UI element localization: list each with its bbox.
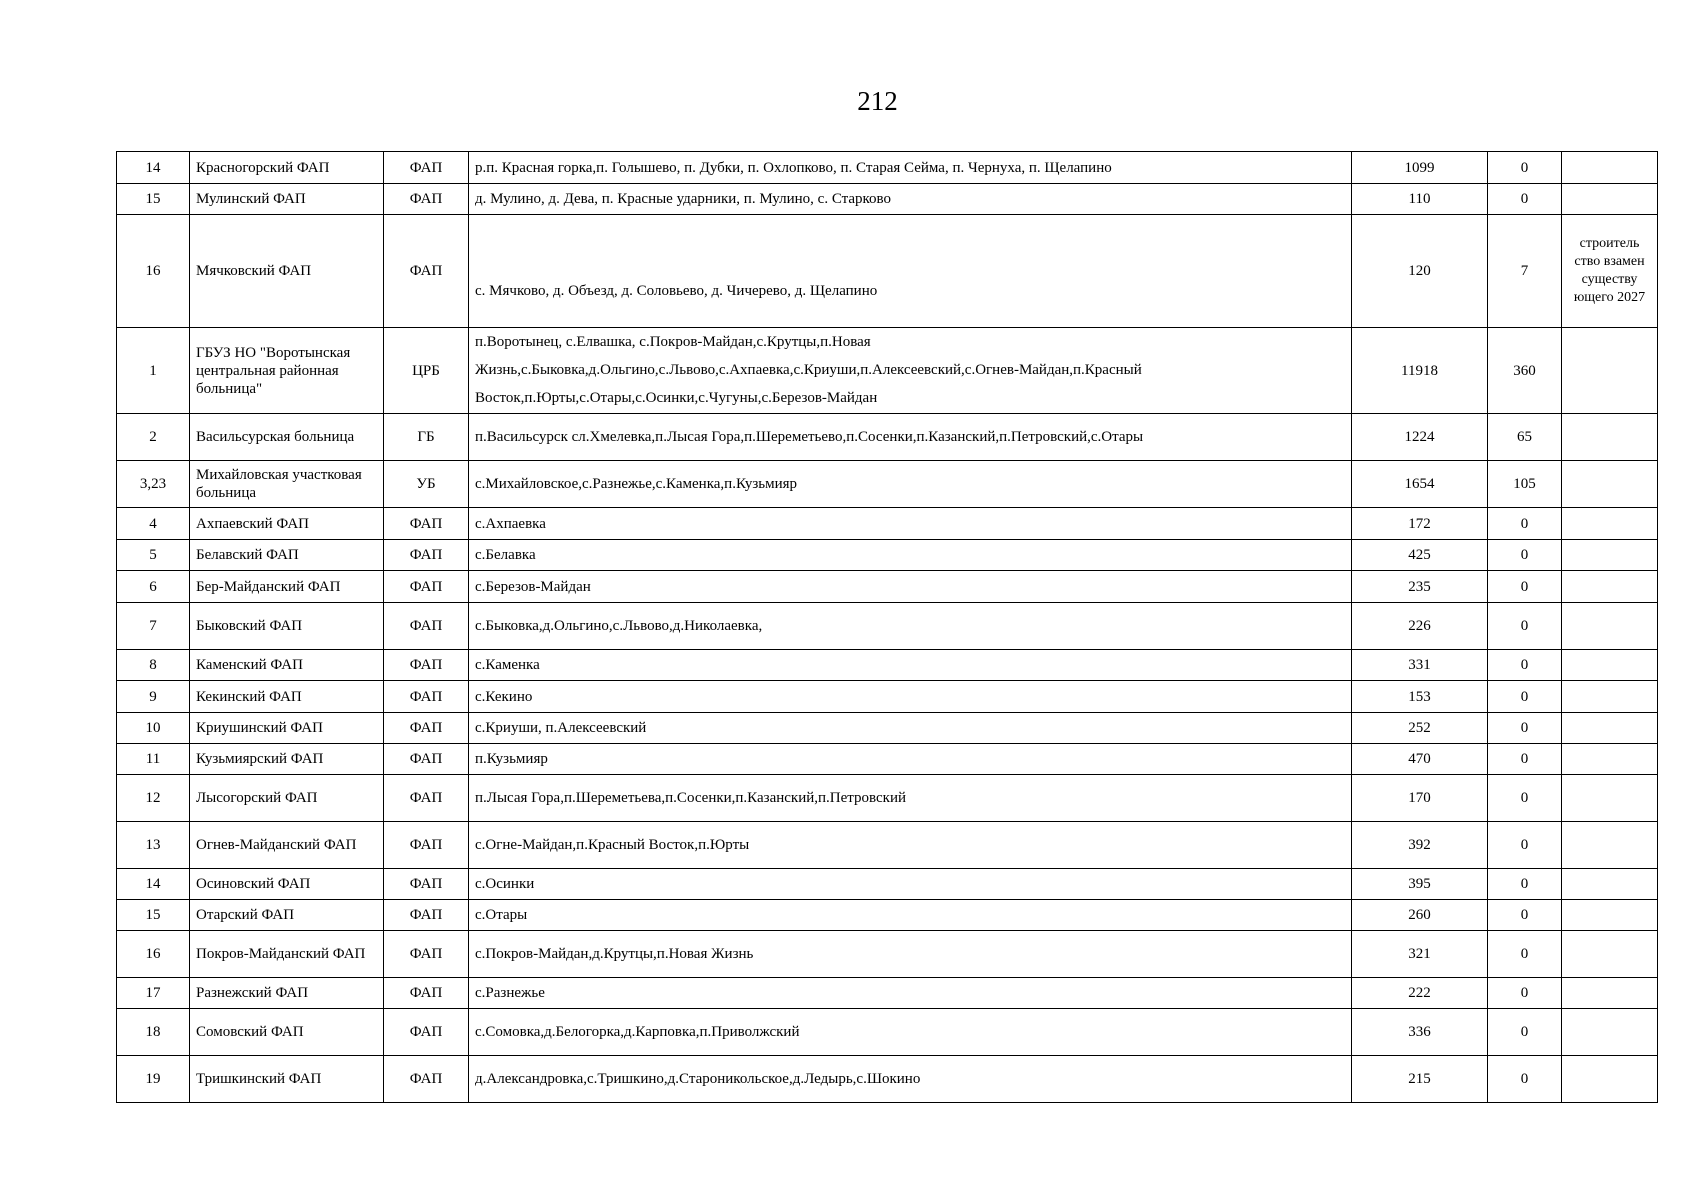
facility-type: ФАП — [384, 1056, 469, 1103]
population: 260 — [1352, 900, 1488, 931]
beds: 0 — [1488, 775, 1562, 822]
table-row — [117, 328, 1658, 414]
table-row — [117, 869, 1658, 900]
beds: 0 — [1488, 540, 1562, 571]
beds: 0 — [1488, 508, 1562, 540]
facility-type: ФАП — [384, 822, 469, 869]
table-row — [117, 571, 1658, 603]
note — [1562, 414, 1658, 461]
note — [1562, 461, 1658, 508]
table-row — [117, 508, 1658, 540]
facility-type: ФАП — [384, 215, 469, 328]
beds: 0 — [1488, 1056, 1562, 1103]
service-area: с.Сомовка,д.Белогорка,д.Карповка,п.Приволжский — [469, 1009, 1352, 1056]
population: 11918 — [1352, 328, 1488, 414]
service-area: с.Михайловское,с.Разнежье,с.Каменка,п.Кузьмияр — [469, 461, 1352, 508]
facility-name: Мулинский ФАП — [190, 184, 384, 215]
beds: 0 — [1488, 931, 1562, 978]
population: 395 — [1352, 869, 1488, 900]
beds: 0 — [1488, 978, 1562, 1009]
table-row — [117, 1009, 1658, 1056]
table-row — [117, 978, 1658, 1009]
row-number: 10 — [117, 713, 190, 744]
population: 336 — [1352, 1009, 1488, 1056]
service-area: п.Кузьмияр — [469, 744, 1352, 775]
service-area: с.Ахпаевка — [469, 508, 1352, 540]
beds: 0 — [1488, 1009, 1562, 1056]
row-number: 18 — [117, 1009, 190, 1056]
facility-name: Каменский ФАП — [190, 650, 384, 681]
beds: 0 — [1488, 900, 1562, 931]
row-number: 19 — [117, 1056, 190, 1103]
facility-name: Осиновский ФАП — [190, 869, 384, 900]
table-row — [117, 540, 1658, 571]
table-row — [117, 603, 1658, 650]
service-area: п.Воротынец, с.Елвашка, с.Покров-Майдан,с.Крутцы,п.Новая Жизнь,с.Быковка,д.Ольгино,с.Львово,с.Ахпаевка,с.Криуши,п.Алексеевский,с.Огнев-Майдан,п.Красный Восток,п.Юрты,с.Отары,с.Осинки,с.Чугуны,с.Березов-Майдан — [469, 328, 1352, 414]
facility-type: ГБ — [384, 414, 469, 461]
table-row — [117, 414, 1658, 461]
population: 392 — [1352, 822, 1488, 869]
facility-name: Васильсурская больница — [190, 414, 384, 461]
note — [1562, 900, 1658, 931]
row-number: 14 — [117, 869, 190, 900]
page-number: 212 — [857, 86, 898, 116]
facility-name: Мячковский ФАП — [190, 215, 384, 328]
service-area: с.Отары — [469, 900, 1352, 931]
service-area: с.Разнежье — [469, 978, 1352, 1009]
service-area: с.Белавка — [469, 540, 1352, 571]
population: 1099 — [1352, 152, 1488, 184]
facility-type: ФАП — [384, 869, 469, 900]
note — [1562, 869, 1658, 900]
facility-type: ЦРБ — [384, 328, 469, 414]
population: 226 — [1352, 603, 1488, 650]
facility-type: ФАП — [384, 775, 469, 822]
note — [1562, 508, 1658, 540]
facilities-table — [116, 151, 1658, 1103]
service-area: п.Васильсурск сл.Хмелевка,п.Лысая Гора,п.Шереметьево,п.Сосенки,п.Казанский,п.Петровский,с.Отары — [469, 414, 1352, 461]
facility-type: ФАП — [384, 978, 469, 1009]
table-row — [117, 775, 1658, 822]
service-area: с.Огне-Майдан,п.Красный Восток,п.Юрты — [469, 822, 1352, 869]
facility-name: Кекинский ФАП — [190, 681, 384, 713]
facility-type: ФАП — [384, 603, 469, 650]
population: 110 — [1352, 184, 1488, 215]
population: 1654 — [1352, 461, 1488, 508]
table-row — [117, 900, 1658, 931]
row-number: 1 — [117, 328, 190, 414]
service-area: р.п. Красная горка,п. Голышево, п. Дубки, п. Охлопково, п. Старая Сейма, п. Чернуха, п. Щелапино — [469, 152, 1352, 184]
facility-type: ФАП — [384, 650, 469, 681]
row-number: 5 — [117, 540, 190, 571]
note — [1562, 184, 1658, 215]
note — [1562, 1056, 1658, 1103]
note — [1562, 1009, 1658, 1056]
facility-name: Красногорский ФАП — [190, 152, 384, 184]
facility-name: Огнев-Майданский ФАП — [190, 822, 384, 869]
population: 235 — [1352, 571, 1488, 603]
table-row — [117, 713, 1658, 744]
row-number: 4 — [117, 508, 190, 540]
facility-name: Белавский ФАП — [190, 540, 384, 571]
beds: 0 — [1488, 744, 1562, 775]
population: 172 — [1352, 508, 1488, 540]
note — [1562, 650, 1658, 681]
beds: 0 — [1488, 152, 1562, 184]
beds: 65 — [1488, 414, 1562, 461]
population: 222 — [1352, 978, 1488, 1009]
beds: 0 — [1488, 869, 1562, 900]
note — [1562, 681, 1658, 713]
table-row — [117, 822, 1658, 869]
population: 120 — [1352, 215, 1488, 328]
facility-type: ФАП — [384, 540, 469, 571]
facility-name: Бер-Майданский ФАП — [190, 571, 384, 603]
table-row — [117, 744, 1658, 775]
facility-name: Ахпаевский ФАП — [190, 508, 384, 540]
row-number: 6 — [117, 571, 190, 603]
table-row — [117, 461, 1658, 508]
facility-name: Разнежский ФАП — [190, 978, 384, 1009]
beds: 0 — [1488, 184, 1562, 215]
facility-type: ФАП — [384, 713, 469, 744]
service-area: с. Мячково, д. Объезд, д. Соловьево, д. Чичерево, д. Щелапино — [469, 215, 1352, 328]
beds: 0 — [1488, 650, 1562, 681]
facility-type: ФАП — [384, 744, 469, 775]
row-number: 15 — [117, 900, 190, 931]
beds: 0 — [1488, 681, 1562, 713]
beds: 105 — [1488, 461, 1562, 508]
beds: 0 — [1488, 713, 1562, 744]
note — [1562, 603, 1658, 650]
facility-type: ФАП — [384, 900, 469, 931]
row-number: 13 — [117, 822, 190, 869]
facility-name: Сомовский ФАП — [190, 1009, 384, 1056]
service-area: с.Каменка — [469, 650, 1352, 681]
population: 470 — [1352, 744, 1488, 775]
facility-type: ФАП — [384, 931, 469, 978]
facility-name: Кузьмиярский ФАП — [190, 744, 384, 775]
population: 331 — [1352, 650, 1488, 681]
population: 153 — [1352, 681, 1488, 713]
beds: 0 — [1488, 571, 1562, 603]
facility-type: ФАП — [384, 1009, 469, 1056]
population: 215 — [1352, 1056, 1488, 1103]
row-number: 9 — [117, 681, 190, 713]
facility-name: Быковский ФАП — [190, 603, 384, 650]
row-number: 17 — [117, 978, 190, 1009]
note — [1562, 328, 1658, 414]
facility-name: Тришкинский ФАП — [190, 1056, 384, 1103]
note — [1562, 571, 1658, 603]
service-area: с.Криуши, п.Алексеевский — [469, 713, 1352, 744]
beds: 360 — [1488, 328, 1562, 414]
row-number: 12 — [117, 775, 190, 822]
note — [1562, 978, 1658, 1009]
row-number: 11 — [117, 744, 190, 775]
row-number: 16 — [117, 215, 190, 328]
note — [1562, 152, 1658, 184]
note — [1562, 822, 1658, 869]
note — [1562, 540, 1658, 571]
note: строитель ство взамен существу ющего 2027 — [1562, 215, 1658, 328]
row-number: 15 — [117, 184, 190, 215]
facility-type: ФАП — [384, 571, 469, 603]
facility-type: ФАП — [384, 508, 469, 540]
note — [1562, 744, 1658, 775]
table-row — [117, 681, 1658, 713]
table-row — [117, 1056, 1658, 1103]
row-number: 8 — [117, 650, 190, 681]
note — [1562, 931, 1658, 978]
table-row — [117, 184, 1658, 215]
row-number: 3,23 — [117, 461, 190, 508]
beds: 0 — [1488, 603, 1562, 650]
facility-name: Отарский ФАП — [190, 900, 384, 931]
facility-name: Михайловская участковая больница — [190, 461, 384, 508]
beds: 7 — [1488, 215, 1562, 328]
population: 425 — [1352, 540, 1488, 571]
beds: 0 — [1488, 822, 1562, 869]
service-area: д. Мулино, д. Дева, п. Красные ударники, п. Мулино, с. Старково — [469, 184, 1352, 215]
note — [1562, 713, 1658, 744]
population: 321 — [1352, 931, 1488, 978]
row-number: 16 — [117, 931, 190, 978]
table-row — [117, 215, 1658, 328]
facility-name: ГБУЗ НО "Воротынская центральная районная больница" — [190, 328, 384, 414]
row-number: 2 — [117, 414, 190, 461]
note — [1562, 775, 1658, 822]
facility-type: ФАП — [384, 681, 469, 713]
service-area: д.Александровка,с.Тришкино,д.Староникольское,д.Ледырь,с.Шокино — [469, 1056, 1352, 1103]
table-row — [117, 152, 1658, 184]
facility-type: ФАП — [384, 152, 469, 184]
population: 170 — [1352, 775, 1488, 822]
service-area: с.Осинки — [469, 869, 1352, 900]
facility-type: ФАП — [384, 184, 469, 215]
population: 1224 — [1352, 414, 1488, 461]
facility-type: УБ — [384, 461, 469, 508]
service-area: п.Лысая Гора,п.Шереметьева,п.Сосенки,п.Казанский,п.Петровский — [469, 775, 1352, 822]
service-area: с.Березов-Майдан — [469, 571, 1352, 603]
row-number: 7 — [117, 603, 190, 650]
row-number: 14 — [117, 152, 190, 184]
facility-name: Криушинский ФАП — [190, 713, 384, 744]
table-row — [117, 650, 1658, 681]
table-row — [117, 931, 1658, 978]
facility-name: Лысогорский ФАП — [190, 775, 384, 822]
population: 252 — [1352, 713, 1488, 744]
service-area: с.Кекино — [469, 681, 1352, 713]
service-area: с.Быковка,д.Ольгино,с.Львово,д.Николаевка, — [469, 603, 1352, 650]
facility-name: Покров-Майданский ФАП — [190, 931, 384, 978]
service-area: с.Покров-Майдан,д.Крутцы,п.Новая Жизнь — [469, 931, 1352, 978]
